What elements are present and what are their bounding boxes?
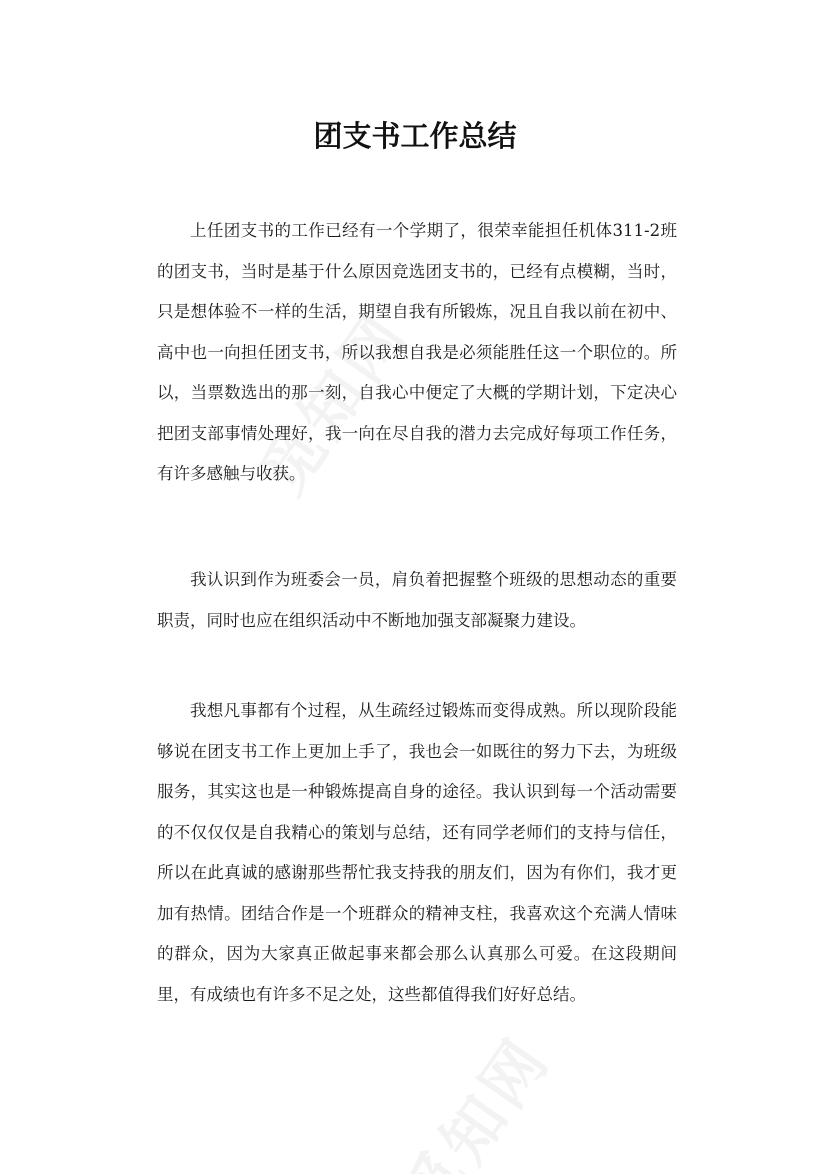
document-title: 团支书工作总结 [313,119,517,153]
watermark [377,1015,567,1174]
paragraph-1: 上任团支书的工作已经有一个学期了，很荣幸能担任机体311-2班的团支书，当时是基于什么原因竞选团支书的，已经有点模糊，当时，只是想体验不一样的生活，期望自我有所锻炼，况且自我以前在初中、高中也一向担任团支书，所以我想自我是必须能胜任这一个职位的。所以，当票数选出的那一刻，自我心中便定了大概的学期计划，下定决心把团支部事情处理好，我一向在尽自我的潜力去完成好每项工作任务，有许多感触与收获。 [157,221,677,483]
paragraph-3: 我想凡事都有个过程，从生疏经过锻炼而变得成熟。所以现阶段能够说在团支书工作上更加上手了，我也会一如既往的努力下去，为班级服务，其实这也是一种锻炼提高自身的途径。我认识到每一个活动需要的不仅仅仅是自我精心的策划与总结，还有同学老师们的支持与信任，所以在此真诚的感谢那些帮忙我支持我的朋友们，因为有你们，我才更加有热情。团结合作是一个班群众的精神支柱，我喜欢这个充满人情味的群众，因为大家真正做起事来都会那么认真那么可爱。在这段期间里，有成绩也有许多不足之处，这些都值得我们好好总结。 [157,701,677,1004]
paragraph-2: 我认识到作为班委会一员，肩负着把握整个班级的思想动态的重要职责，同时也应在组织活动中不断地加强支部凝聚力建设。 [157,570,677,630]
